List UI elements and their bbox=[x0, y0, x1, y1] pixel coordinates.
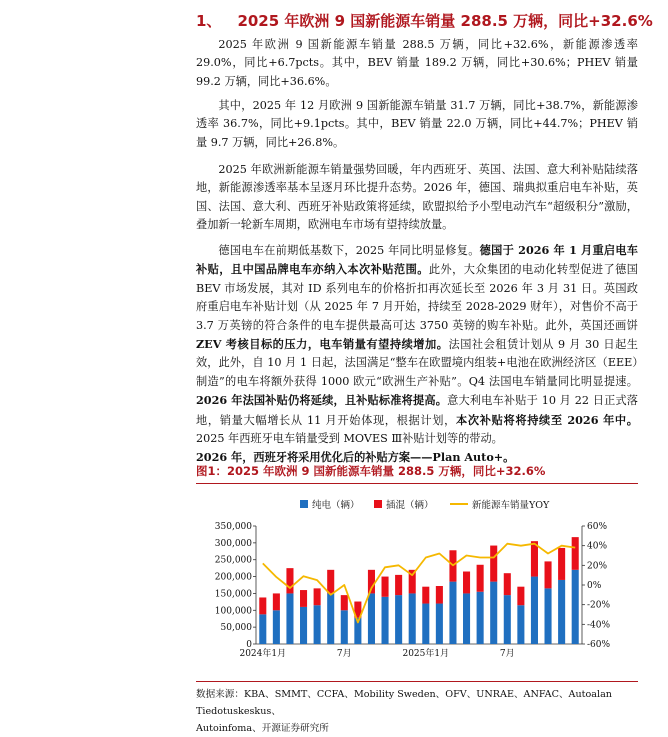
right-tick-label: 40% bbox=[587, 541, 608, 552]
legend-label-yoy: 新能源车销量YOY bbox=[472, 500, 550, 511]
bar-bev bbox=[572, 570, 579, 644]
bar-phev bbox=[273, 593, 280, 610]
right-tick-label: 60% bbox=[587, 522, 608, 532]
bar-phev bbox=[341, 595, 348, 610]
p4-bold-d: ZEV 考核目标的压力，电车销量有望持续增加。 bbox=[196, 337, 449, 352]
yoy-line bbox=[263, 544, 575, 623]
bar-phev bbox=[545, 561, 552, 588]
x-tick-label: 7月 bbox=[499, 649, 515, 659]
source-line-1: 数据来源：KBA、SMMT、CCFA、Mobility Sweden、OFV、UNRAE、ANFAC、Autoalan Tiedotuskeskus、 bbox=[196, 689, 612, 717]
section-number: 1、 bbox=[196, 12, 222, 30]
left-tick-label: 50,000 bbox=[220, 623, 252, 634]
right-tick-label: -20% bbox=[587, 600, 611, 611]
legend-label-phev: 插混（辆） bbox=[386, 500, 434, 511]
paragraph-december-sales: 其中，2025 年 12 月欧洲 9 国新能源车销量 31.7 万辆，同比+38.7%，新能源渗透率 36.7%，同比+9.1pcts。其中，BEV 销量 22.0 万辆，同比+44.7%；PHEV 销量 9.7 万辆，同比+26.8%。 bbox=[196, 99, 638, 149]
figure-top-rule bbox=[196, 483, 638, 484]
right-tick-label: -60% bbox=[587, 640, 611, 650]
bar-phev bbox=[286, 568, 293, 593]
section-title: 2025 年欧洲 9 国新能源车销量 288.5 万辆，同比+32.6% bbox=[237, 12, 653, 30]
bar-phev bbox=[558, 548, 565, 580]
right-tick-label: 0% bbox=[587, 581, 602, 591]
bar-bev bbox=[395, 595, 402, 644]
left-tick-label: 300,000 bbox=[214, 538, 252, 549]
left-tick-label: 350,000 bbox=[214, 522, 252, 532]
chart bbox=[196, 488, 636, 678]
left-tick-label: 150,000 bbox=[214, 589, 252, 600]
x-tick-label: 2025年1月 bbox=[402, 649, 450, 659]
right-tick-label: 20% bbox=[587, 561, 608, 572]
bar-bev bbox=[341, 610, 348, 644]
bar-phev bbox=[517, 587, 524, 606]
left-tick-label: 100,000 bbox=[214, 606, 252, 617]
p4-bold-f: 2026 年法国补贴仍将延续，且补贴标准将提高。 bbox=[196, 393, 448, 408]
p4-bold-b: 德国于 2026 年 1 月重启电车补贴，且中国品牌电车亦纳入本次补贴范围。 bbox=[196, 243, 638, 277]
x-tick-label: 7月 bbox=[336, 649, 352, 659]
p4-bold-h: 本次补贴将将持续至 2026 年中。 bbox=[456, 412, 638, 427]
p4-text-e: 法国社会租赁计划从 9 月 30 日起生效，此外，自 10 月 1 日起，法国满足“整车在欧盟境内组装+电池在欧洲经济区（EEE）制造”的电车将额外获得 1000 欧元“欧洲生产补贴”。Q4 法国电车销量同比明显提速。 bbox=[196, 338, 638, 388]
bar-phev bbox=[382, 577, 389, 597]
section-heading bbox=[196, 10, 656, 31]
figure-bottom-rule bbox=[196, 681, 638, 682]
p4-text-i: 2025 年西班牙电车销量受到 MOVES Ⅲ补贴计划等的带动。 bbox=[196, 432, 503, 446]
bar-phev bbox=[327, 570, 334, 594]
p4-text-g: 意大利电车补贴于 10 月 22 日正式落地，销量大幅增长从 11 月开始体现，根据计划， bbox=[196, 394, 638, 427]
bar-phev bbox=[572, 537, 579, 570]
paragraph-country-subsidies bbox=[196, 241, 638, 468]
bar-bev bbox=[449, 582, 456, 644]
bar-phev bbox=[463, 572, 470, 594]
bar-bev bbox=[259, 614, 266, 644]
bar-bev bbox=[409, 593, 416, 644]
bar-bev bbox=[477, 592, 484, 644]
x-tick-label: 2024年1月 bbox=[239, 649, 287, 659]
bar-bev bbox=[286, 593, 293, 644]
bar-bev bbox=[545, 588, 552, 644]
bar-bev bbox=[368, 593, 375, 644]
p4-bold-j: 2026 年，西班牙将采用优化后的补贴方案——Plan Auto+。 bbox=[196, 450, 515, 465]
left-tick-label: 250,000 bbox=[214, 555, 252, 566]
bar-bev bbox=[273, 610, 280, 644]
p4-text-c: 此外，大众集团的电动化转型促进了德国 BEV 市场发展，其对 ID 系列电车的价格折扣再次延长至 2026 年 3 月 31 日。英国政府重启电车补贴计划（从 2025 年 7 月开始，持续至 2028-2029 财年），对售价不高于 3.7 万英镑的符合条件的电车提供最高可达 3750 英镑的购车补贴。此外，英国还画饼 bbox=[196, 263, 638, 332]
bar-bev bbox=[422, 604, 429, 644]
bar-bev bbox=[300, 607, 307, 644]
left-tick-label: 200,000 bbox=[214, 572, 252, 583]
bar-bev bbox=[531, 577, 538, 644]
right-tick-label: -40% bbox=[587, 620, 611, 631]
bar-bev bbox=[314, 605, 321, 644]
paragraph-europe-sales: 2025 年欧洲 9 国新能源车销量 288.5 万辆，同比+32.6%，新能源渗透率 29.0%，同比+6.7pcts。其中，BEV 销量 189.2 万辆，同比+30.6%；PHEV 销量 99.2 万辆，同比+36.6%。 bbox=[196, 38, 638, 88]
paragraph-outlook: 2025 年欧洲新能源车销量强势回暖，年内西班牙、英国、法国、意大利补贴陆续落地，新能源渗透率基本呈逐月环比提升态势。2026 年，德国、瑞典拟重启电车补贴，英国、法国、意大利、西班牙补贴政策将延续，欧盟拟给予小型电动汽车“超级积分”激励，叠加新一轮新车周期，欧洲电车市场有望持续放量。 bbox=[196, 163, 638, 232]
bar-phev bbox=[490, 546, 497, 582]
figure-source bbox=[196, 686, 646, 737]
bar-phev bbox=[436, 586, 443, 604]
bar-bev bbox=[382, 597, 389, 644]
bar-bev bbox=[504, 595, 511, 644]
bar-bev bbox=[436, 604, 443, 644]
bar-bev bbox=[517, 605, 524, 644]
p4-text-a: 德国电车在前期低基数下，2025 年同比明显修复。 bbox=[218, 244, 480, 257]
bar-phev bbox=[422, 587, 429, 604]
source-line-2: Autoinfoma、开源证券研究所 bbox=[196, 723, 329, 734]
bar-phev bbox=[504, 573, 511, 595]
legend-swatch-phev bbox=[374, 500, 382, 508]
figure-title: 图1：2025 年欧洲 9 国新能源车销量 288.5 万辆，同比+32.6% bbox=[196, 464, 546, 478]
legend-label-bev: 纯电（辆） bbox=[312, 500, 360, 511]
bar-bev bbox=[327, 593, 334, 644]
bar-bev bbox=[490, 582, 497, 644]
bar-phev bbox=[477, 565, 484, 592]
bar-phev bbox=[259, 597, 266, 614]
bar-phev bbox=[395, 575, 402, 595]
left-tick-label: 0 bbox=[246, 640, 252, 650]
bar-bev bbox=[558, 580, 565, 644]
bar-phev bbox=[300, 590, 307, 607]
legend-swatch-bev bbox=[300, 500, 308, 508]
bar-phev bbox=[314, 588, 321, 605]
bar-bev bbox=[463, 593, 470, 644]
